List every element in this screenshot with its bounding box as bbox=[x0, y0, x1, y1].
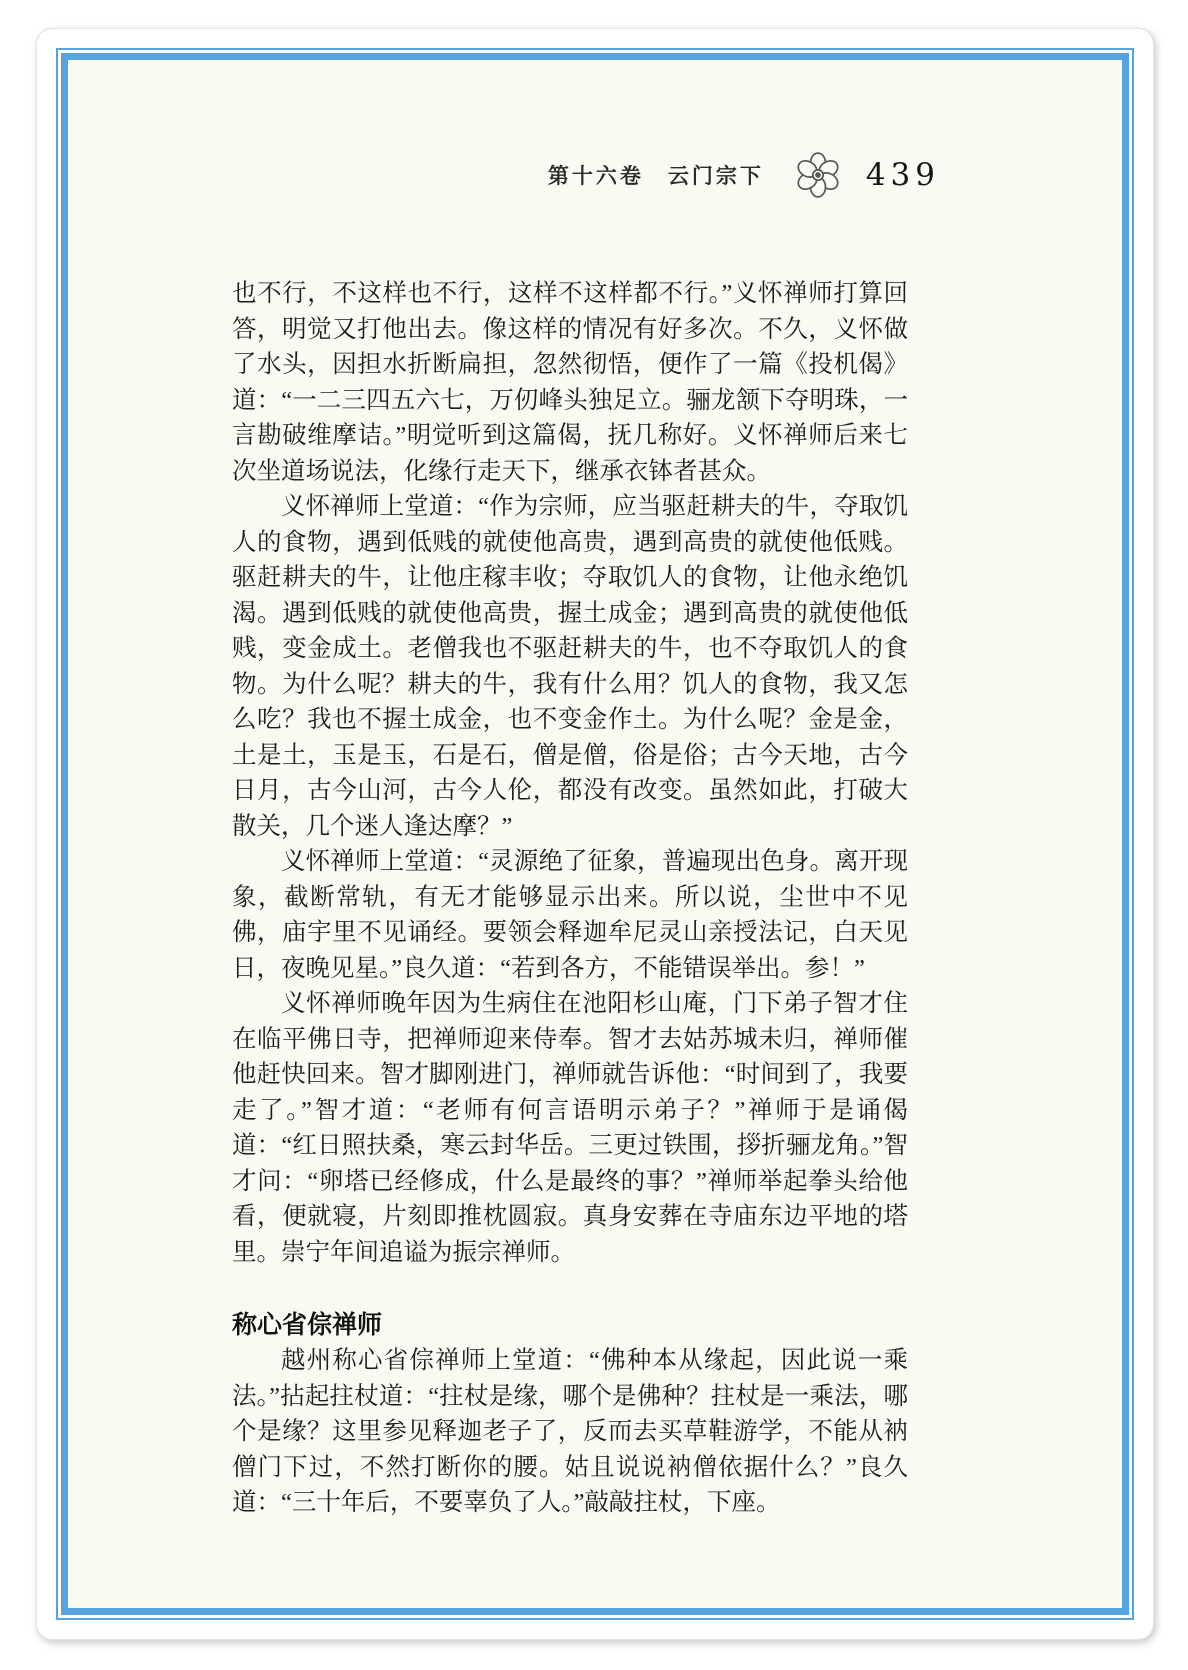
volume-label: 第十六卷 bbox=[547, 165, 644, 188]
section-heading: 称心省倧禅师 bbox=[232, 1311, 383, 1339]
flower-icon bbox=[790, 152, 846, 198]
paragraph: 义怀禅师上堂道：“灵源绝了征象，普遍现出色身。离开现象，截断常轨，有无才能够显示出来。所以说，尘世中不见佛，庙宇里不见诵经。要领会释迦牟尼灵山亲授法记，白天见日，夜晚见星。”良久道：“若到各方，不能错误举出。参！” bbox=[232, 848, 908, 982]
paragraph: 也不行，不这样也不行，这样不这样都不行。”义怀禅师打算回答，明觉又打他出去。像这样的情况有好多次。不久，义怀做了水头，因担水折断扁担，忽然彻悟，便作了一篇《投机偈》道：“一二三四五六七，万仞峰头独足立。骊龙颔下夺明珠，一言勘破维摩诘。”明觉听到这篇偈，抚几称好。义怀禅师后来七次坐道场说法，化缘行走天下，继承衣钵者甚众。 bbox=[232, 280, 908, 485]
page-header bbox=[548, 152, 940, 198]
paragraph: 义怀禅师晚年因为生病住在池阳杉山庵，门下弟子智才住在临平佛日寺，把禅师迎来侍奉。智才去姑苏城未归，禅师催他赶快回来。智才脚刚进门，禅师就告诉他：“时间到了，我要走了。”智才道：“老师有何言语明示弟子？”禅师于是诵偈道：“红日照扶桑，寒云封华岳。三更过铁围，拶折骊龙角。”智才问：“卵塔已经修成，什么是最终的事？”禅师举起拳头给他看，便就寝，片刻即推枕圆寂。真身安葬在寺庙东边平地的塔里。崇宁年间追谥为振宗禅师。 bbox=[232, 990, 908, 1266]
page-number: 439 bbox=[865, 157, 940, 193]
paragraph: 义怀禅师上堂道：“作为宗师，应当驱赶耕夫的牛，夺取饥人的食物，遇到低贱的就使他高贵，遇到高贵的就使他低贱。驱赶耕夫的牛，让他庄稼丰收；夺取饥人的食物，让他永绝饥渴。遇到低贱的就使他高贵，握土成金；遇到高贵的就使他低贱，变金成土。老僧我也不驱赶耕夫的牛，也不夺取饥人的食物。为什么呢？耕夫的牛，我有什么用？饥人的食物，我又怎么吃？我也不握土成金，也不变金作土。为什么呢？金是金，土是土，玉是玉，石是石，僧是僧，俗是俗；古今天地，古今日月，古今山河，古今人伦，都没有改变。虽然如此，打破大散关，几个迷人逢达摩？” bbox=[232, 493, 908, 840]
section-label: 云门宗下 bbox=[667, 165, 764, 188]
paragraph: 越州称心省倧禅师上堂道：“佛种本从缘起，因此说一乘法。”拈起拄杖道：“拄杖是缘，哪个是佛种？拄杖是一乘法，哪个是缘？这里参见释迦老子了，反而去买草鞋游学，不能从衲僧门下过，不然打断你的腰。姑且说说衲僧依据什么？”良久道：“三十年后，不要辜负了人。”敲敲拄杖，下座。 bbox=[232, 1347, 908, 1516]
body-text bbox=[232, 276, 908, 1521]
